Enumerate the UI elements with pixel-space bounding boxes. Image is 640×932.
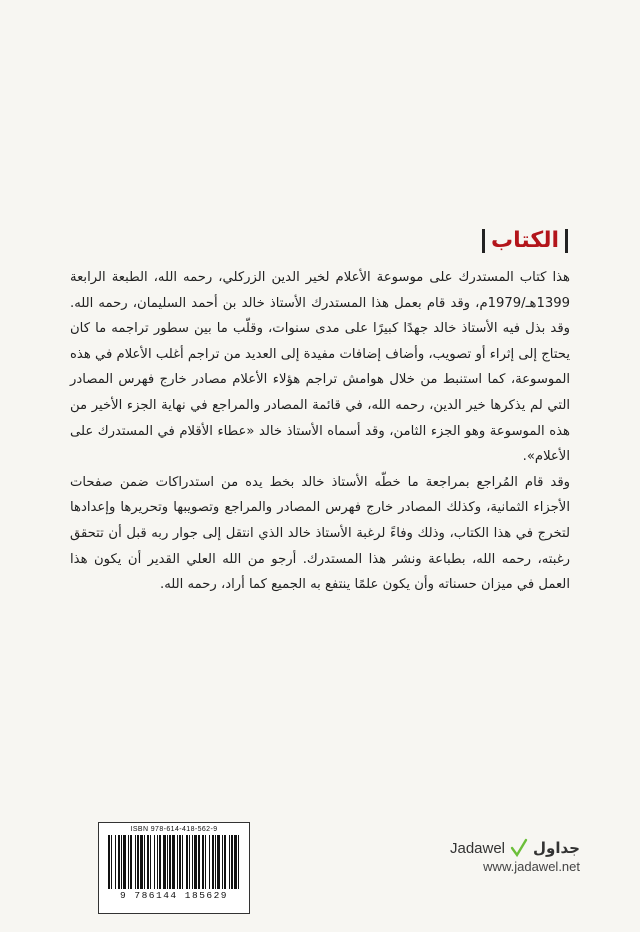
barcode-bar [118, 835, 120, 889]
barcode-bar [140, 835, 143, 889]
barcode-bar [130, 835, 132, 889]
barcode-bar [179, 835, 181, 889]
barcode-bar [135, 835, 136, 889]
barcode-bar [128, 835, 129, 889]
barcode-bar [234, 835, 237, 889]
heading-bar-right [565, 229, 568, 253]
barcode-bar [157, 835, 158, 889]
barcode-bar [238, 835, 239, 889]
barcode-bar [186, 835, 188, 889]
barcode-bar [231, 835, 233, 889]
barcode-bar [172, 835, 175, 889]
barcode-bar [169, 835, 171, 889]
barcode-bar [192, 835, 193, 889]
barcode-bar [217, 835, 220, 889]
barcode-bars [106, 835, 242, 889]
barcode-bar [167, 835, 168, 889]
publisher-logo [450, 838, 580, 858]
barcode-bar [222, 835, 223, 889]
barcode-bar [202, 835, 204, 889]
barcode-bar [137, 835, 139, 889]
barcode-digits: 9 786144 185629 [119, 890, 228, 901]
heading-bar-left [482, 229, 485, 253]
barcode-bar [163, 835, 166, 889]
barcode-bar [123, 835, 126, 889]
barcode-bar [224, 835, 226, 889]
barcode-bar [108, 835, 110, 889]
check-leaf-icon [509, 838, 529, 858]
barcode-bar [209, 835, 210, 889]
barcode-bar [144, 835, 145, 889]
barcode-bar [115, 835, 116, 889]
isbn-label: ISBN 978-614-418-562-9 [130, 826, 218, 833]
paragraph-2: وقد قام المُراجع بمراجعة ما خطّه الأستاذ خالد بخط يده من استدراكات ضمن صفحات الأجزاء الثمانية، وكذلك المصادر خارج فهرس المصادر والمراجع وتصويبها وتحريرها وإعدادها لتخرج في هذا الكتاب، وذلك وفاءً لرغبة الأستاذ خالد الذي انتقل إلى جوار ربه قبل أن تتحقق رغبته، رحمه الله، بطباعة ونشر هذا المستدرك. أرجو من الله العلي القدير أن يكون هذا العمل في ميزان حسناته وأن يكون علمًا ينتفع به الجميع كما أراد، رحمه الله. [70, 474, 570, 593]
paragraph-1: هذا كتاب المستدرك على موسوعة الأعلام لخير الدين الزركلي، رحمه الله، الطبعة الرابعة 1399هـ/1979م، وقد قام بعمل هذا المستدرك الأستاذ خالد بن أحمد السليمان، رحمه الله. وقد بذل فيه الأستاذ خالد جهدًا كبيرًا على مدى سنوات، وقلّب ما بين سطور تراجمه ما كان يحتاج إلى إثراء أو تصويب، وأضاف إضافات مفيدة إلى العديد من تراجم أغلب الأعلام في هذه الموسوعة، كما استنبط من خلال هوامش تراجم هؤلاء الأعلام مصادر خارج فهرس المصادر التي لم يذكرها خير الدين، رحمه الله، في قائمة المصادر والمراجع في نهاية الجزء الأخير من هذه الموسوعة وهو الجزء الثامن، وقد أسماه الأستاذ خالد «عطاء الأقلام في المستدرك على الأعلام». [70, 270, 570, 465]
barcode-bar [229, 835, 230, 889]
barcode-bar [215, 835, 216, 889]
barcode-box [98, 822, 250, 914]
publisher-url: www.jadawel.net [483, 859, 580, 874]
barcode-bar [147, 835, 149, 889]
barcode-bar [177, 835, 178, 889]
barcode-bar [150, 835, 151, 889]
section-heading [476, 228, 574, 253]
barcode-bar [111, 835, 112, 889]
barcode-bar [159, 835, 161, 889]
description-body [70, 265, 570, 598]
section-title: الكتاب [491, 228, 559, 253]
publisher-name-arabic: جداول [533, 839, 580, 857]
barcode-bar [154, 835, 155, 889]
publisher-block [450, 838, 580, 874]
barcode-bar [205, 835, 206, 889]
barcode-bar [212, 835, 214, 889]
barcode-bar [182, 835, 183, 889]
barcode-bar [198, 835, 200, 889]
barcode-bar [194, 835, 197, 889]
publisher-name-latin: Jadawel [449, 839, 506, 857]
barcode-bar [121, 835, 122, 889]
barcode-bar [189, 835, 190, 889]
